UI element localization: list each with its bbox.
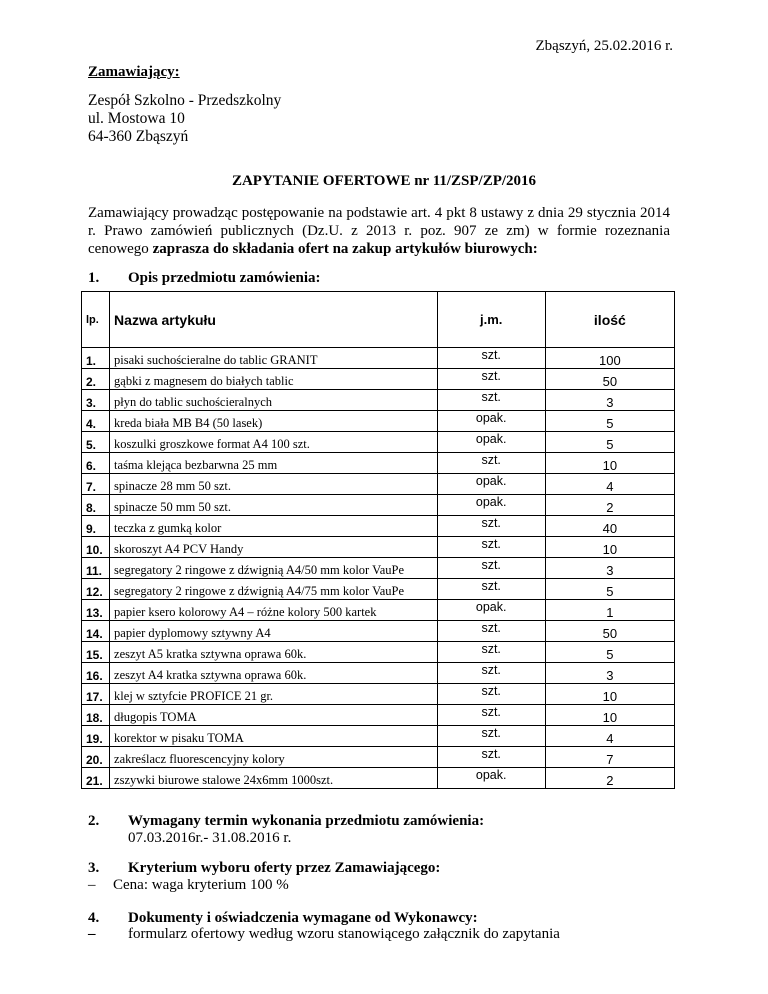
row-qty: 10 bbox=[545, 684, 674, 705]
row-qty: 5 bbox=[545, 642, 674, 663]
row-qty: 50 bbox=[545, 369, 674, 390]
row-lp: 20. bbox=[82, 747, 110, 768]
row-unit: szt. bbox=[437, 726, 545, 747]
row-lp: 7. bbox=[82, 474, 110, 495]
row-qty: 10 bbox=[545, 453, 674, 474]
row-lp: 12. bbox=[82, 579, 110, 600]
row-lp: 3. bbox=[82, 390, 110, 411]
row-qty: 10 bbox=[545, 705, 674, 726]
row-qty: 5 bbox=[545, 411, 674, 432]
header-lp: lp. bbox=[82, 292, 110, 348]
table-row bbox=[82, 621, 675, 642]
row-unit: opak. bbox=[437, 411, 545, 432]
row-name: papier dyplomowy sztywny A4 bbox=[110, 621, 438, 642]
section-3-text: Cena: waga kryterium 100 % bbox=[113, 877, 289, 893]
section-1-number: 1. bbox=[88, 270, 100, 286]
table-row bbox=[82, 642, 675, 663]
header-name: Nazwa artykułu bbox=[110, 292, 438, 348]
section-3-number: 3. bbox=[88, 860, 100, 876]
row-name: teczka z gumką kolor bbox=[110, 516, 438, 537]
document-date: Zbąszyń, 25.02.2016 r. bbox=[535, 38, 673, 54]
row-unit: szt. bbox=[437, 453, 545, 474]
row-unit: opak. bbox=[437, 768, 545, 789]
row-name: długopis TOMA bbox=[110, 705, 438, 726]
table-row bbox=[82, 579, 675, 600]
row-unit: szt. bbox=[437, 747, 545, 768]
intro-text: Zamawiający prowadząc postępowanie na podstawie art. 4 pkt 8 ustawy z dnia 29 stycznia 2014 r. Prawo zamówień publicznych (Dz.U. z 2013 r. poz. 907 ze zm) w formie rozeznania cenowego bbox=[88, 205, 670, 257]
row-name: segregatory 2 ringowe z dźwignią A4/50 mm kolor VauPe bbox=[110, 558, 438, 579]
row-qty: 3 bbox=[545, 663, 674, 684]
row-lp: 15. bbox=[82, 642, 110, 663]
row-lp: 19. bbox=[82, 726, 110, 747]
table-row bbox=[82, 390, 675, 411]
row-lp: 14. bbox=[82, 621, 110, 642]
row-lp: 21. bbox=[82, 768, 110, 789]
table-row bbox=[82, 495, 675, 516]
row-unit: szt. bbox=[437, 537, 545, 558]
row-unit: opak. bbox=[437, 432, 545, 453]
row-name: gąbki z magnesem do białych tablic bbox=[110, 369, 438, 390]
table-row bbox=[82, 348, 675, 369]
row-name: taśma klejąca bezbarwna 25 mm bbox=[110, 453, 438, 474]
section-4-text: formularz ofertowy według wzoru stanowiącego załącznik do zapytania bbox=[128, 926, 560, 942]
row-qty: 40 bbox=[545, 516, 674, 537]
row-unit: szt. bbox=[437, 558, 545, 579]
table-row bbox=[82, 369, 675, 390]
row-lp: 10. bbox=[82, 537, 110, 558]
row-lp: 13. bbox=[82, 600, 110, 621]
table-header-row bbox=[82, 292, 675, 348]
row-lp: 1. bbox=[82, 348, 110, 369]
table-row bbox=[82, 768, 675, 789]
row-qty: 3 bbox=[545, 390, 674, 411]
table-row bbox=[82, 684, 675, 705]
row-unit: szt. bbox=[437, 516, 545, 537]
document-title: ZAPYTANIE OFERTOWE nr 11/ZSP/ZP/2016 bbox=[231, 173, 537, 189]
table-row bbox=[82, 537, 675, 558]
row-unit: szt. bbox=[437, 642, 545, 663]
row-name: segregatory 2 ringowe z dźwignią A4/75 mm kolor VauPe bbox=[110, 579, 438, 600]
row-lp: 2. bbox=[82, 369, 110, 390]
row-qty: 10 bbox=[545, 537, 674, 558]
row-unit: szt. bbox=[437, 579, 545, 600]
table-row bbox=[82, 411, 675, 432]
row-name: pisaki suchościeralne do tablic GRANIT bbox=[110, 348, 438, 369]
row-name: klej w sztyfcie PROFICE 21 gr. bbox=[110, 684, 438, 705]
section-4-dash: – bbox=[88, 926, 96, 942]
table-row bbox=[82, 453, 675, 474]
row-qty: 100 bbox=[545, 348, 674, 369]
section-4-number: 4. bbox=[88, 910, 100, 926]
row-unit: szt. bbox=[437, 663, 545, 684]
row-unit: opak. bbox=[437, 600, 545, 621]
row-name: papier ksero kolorowy A4 – różne kolory 500 kartek bbox=[110, 600, 438, 621]
row-qty: 4 bbox=[545, 474, 674, 495]
table-row bbox=[82, 432, 675, 453]
section-2-title: Wymagany termin wykonania przedmiotu zamówienia: bbox=[128, 813, 485, 829]
intro-paragraph bbox=[88, 204, 670, 258]
row-lp: 4. bbox=[82, 411, 110, 432]
row-name: płyn do tablic suchościeralnych bbox=[110, 390, 438, 411]
row-qty: 7 bbox=[545, 747, 674, 768]
row-name: spinacze 28 mm 50 szt. bbox=[110, 474, 438, 495]
row-unit: szt. bbox=[437, 348, 545, 369]
row-unit: opak. bbox=[437, 474, 545, 495]
row-unit: szt. bbox=[437, 369, 545, 390]
row-name: spinacze 50 mm 50 szt. bbox=[110, 495, 438, 516]
row-lp: 8. bbox=[82, 495, 110, 516]
row-qty: 4 bbox=[545, 726, 674, 747]
row-unit: szt. bbox=[437, 621, 545, 642]
items-table bbox=[81, 291, 675, 789]
row-qty: 5 bbox=[545, 432, 674, 453]
row-lp: 9. bbox=[82, 516, 110, 537]
row-name: zakreślacz fluorescencyjny kolory bbox=[110, 747, 438, 768]
table-row bbox=[82, 747, 675, 768]
table-row bbox=[82, 600, 675, 621]
row-lp: 6. bbox=[82, 453, 110, 474]
section-1-title: Opis przedmiotu zamówienia: bbox=[128, 270, 321, 286]
address-line: 64-360 Zbąszyń bbox=[88, 128, 189, 145]
address-line: ul. Mostowa 10 bbox=[88, 110, 185, 127]
row-qty: 2 bbox=[545, 495, 674, 516]
intro-bold-text: zaprasza do składania ofert na zakup artykułów biurowych: bbox=[152, 241, 538, 257]
row-name: zszywki biurowe stalowe 24x6mm 1000szt. bbox=[110, 768, 438, 789]
row-unit: szt. bbox=[437, 705, 545, 726]
row-name: skoroszyt A4 PCV Handy bbox=[110, 537, 438, 558]
table-row bbox=[82, 705, 675, 726]
address-line: Zespół Szkolno - Przedszkolny bbox=[88, 92, 282, 109]
table-row bbox=[82, 474, 675, 495]
orderer-label: Zamawiający: bbox=[88, 64, 180, 80]
row-name: zeszyt A4 kratka sztywna oprawa 60k. bbox=[110, 663, 438, 684]
section-2-text: 07.03.2016r.- 31.08.2016 r. bbox=[128, 830, 292, 846]
section-4-title: Dokumenty i oświadczenia wymagane od Wykonawcy: bbox=[128, 910, 478, 926]
row-qty: 3 bbox=[545, 558, 674, 579]
row-lp: 11. bbox=[82, 558, 110, 579]
row-qty: 2 bbox=[545, 768, 674, 789]
section-3-title: Kryterium wyboru oferty przez Zamawiającego: bbox=[128, 860, 441, 876]
row-lp: 17. bbox=[82, 684, 110, 705]
row-name: koszulki groszkowe format A4 100 szt. bbox=[110, 432, 438, 453]
row-name: kreda biała MB B4 (50 lasek) bbox=[110, 411, 438, 432]
row-unit: szt. bbox=[437, 390, 545, 411]
orderer-address bbox=[88, 92, 281, 146]
row-lp: 5. bbox=[82, 432, 110, 453]
row-name: korektor w pisaku TOMA bbox=[110, 726, 438, 747]
table-row bbox=[82, 516, 675, 537]
table-row bbox=[82, 558, 675, 579]
row-lp: 18. bbox=[82, 705, 110, 726]
header-qty: ilość bbox=[545, 292, 674, 348]
row-unit: szt. bbox=[437, 684, 545, 705]
row-qty: 5 bbox=[545, 579, 674, 600]
table-row bbox=[82, 726, 675, 747]
row-qty: 50 bbox=[545, 621, 674, 642]
section-2-number: 2. bbox=[88, 813, 100, 829]
table-row bbox=[82, 663, 675, 684]
section-3-dash: – bbox=[88, 877, 96, 893]
header-unit: j.m. bbox=[437, 292, 545, 348]
row-lp: 16. bbox=[82, 663, 110, 684]
row-name: zeszyt A5 kratka sztywna oprawa 60k. bbox=[110, 642, 438, 663]
row-unit: opak. bbox=[437, 495, 545, 516]
row-qty: 1 bbox=[545, 600, 674, 621]
